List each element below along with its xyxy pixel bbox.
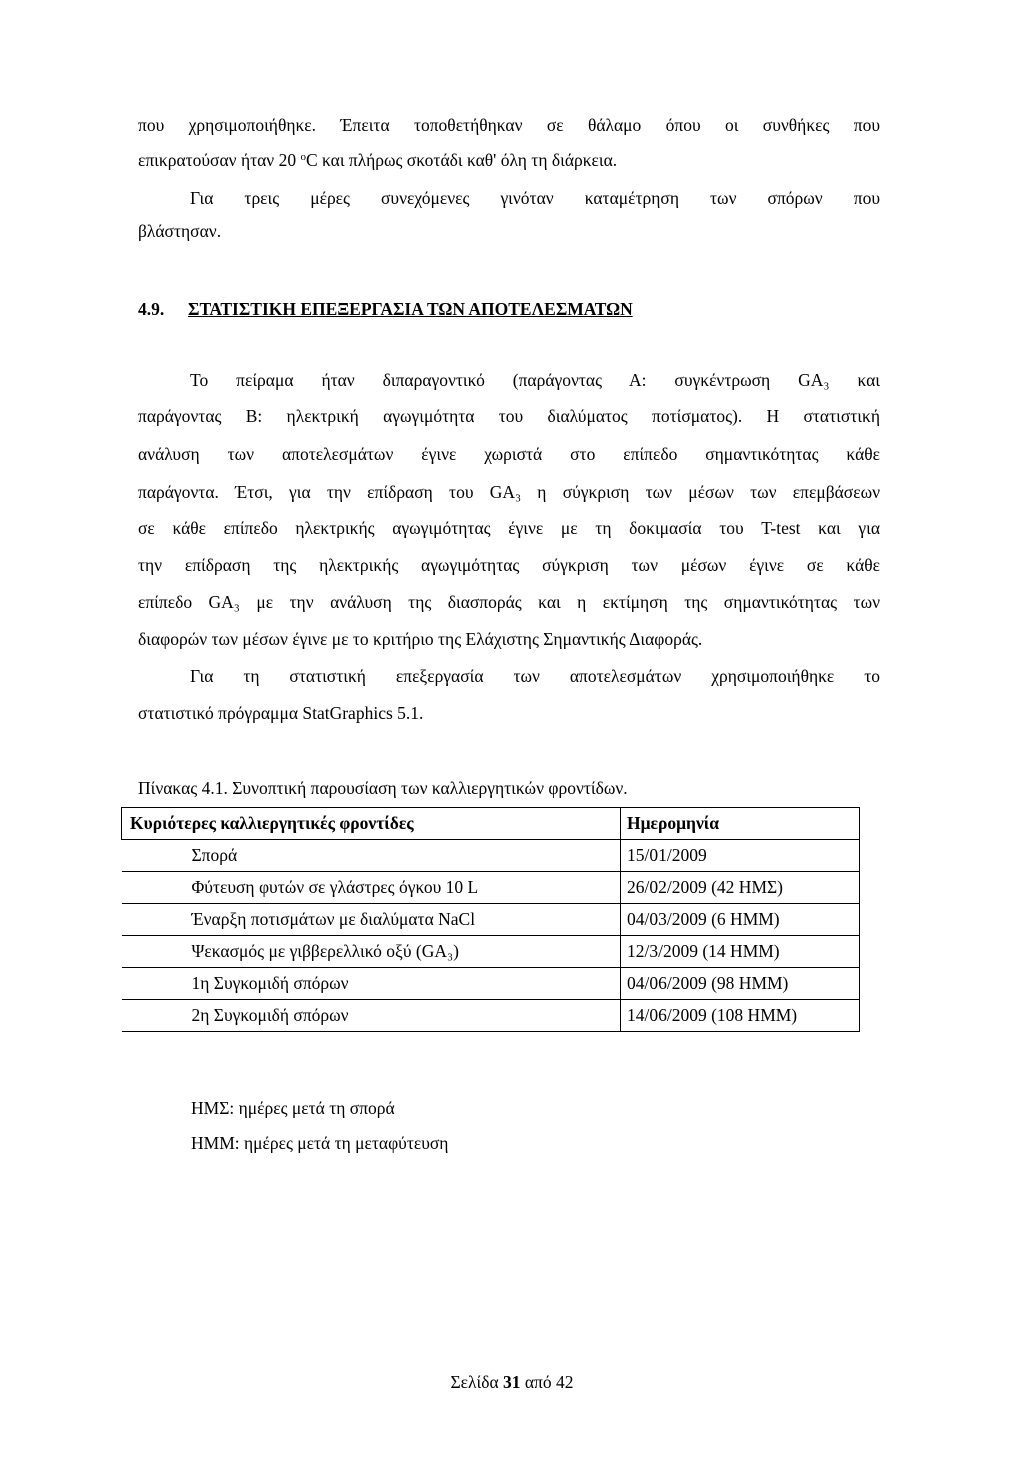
body-line: Για τη στατιστική επεξεργασία των αποτελεσμάτων χρησιμοποιήθηκε το bbox=[190, 666, 880, 686]
abbreviation-note: ΗΜΣ: ημέρες μετά τη σπορά bbox=[191, 1098, 395, 1118]
table-row bbox=[122, 904, 860, 936]
page-footer bbox=[0, 1370, 1024, 1394]
page-number: 31 bbox=[503, 1372, 521, 1392]
table-cell: 1η Συγκομιδή σπόρων bbox=[122, 968, 621, 1000]
table-cell: Έναρξη ποτισμάτων με διαλύματα NaCl bbox=[122, 904, 621, 936]
footer-prefix: Σελίδα bbox=[450, 1372, 503, 1392]
table-caption: Πίνακας 4.1. Συνοπτική παρουσίαση των καλλιεργητικών φροντίδων. bbox=[138, 778, 628, 798]
body-line: παράγοντα. Έτσι, για την επίδραση του GA₃ η σύγκριση των μέσων των επεμβάσεων bbox=[138, 482, 880, 502]
body-line: σε κάθε επίπεδο ηλεκτρικής αγωγιμότητας έγινε με τη δοκιμασία του T-test και για bbox=[138, 518, 880, 538]
column-header: Κυριότερες καλλιεργητικές φροντίδες bbox=[122, 808, 621, 840]
table-row bbox=[122, 840, 860, 872]
table-cell: Σπορά bbox=[122, 840, 621, 872]
table-cell: 04/06/2009 (98 ΗΜΜ) bbox=[621, 968, 860, 1000]
body-line: επίπεδο GA₃ με την ανάλυση της διασποράς και η εκτίμηση της σημαντικότητας των bbox=[138, 592, 880, 612]
text-span: επικρατούσαν ήταν 20 bbox=[138, 150, 301, 170]
section-heading bbox=[138, 297, 633, 321]
section-number: 4.9. bbox=[138, 299, 165, 319]
table-cell: 26/02/2009 (42 ΗΜΣ) bbox=[621, 872, 860, 904]
abbreviation-note: ΗΜΜ: ημέρες μετά τη μεταφύτευση bbox=[191, 1133, 449, 1153]
table-cell: Φύτευση φυτών σε γλάστρες όγκου 10 L bbox=[122, 872, 621, 904]
table-cell: 14/06/2009 (108 ΗΜΜ) bbox=[621, 1000, 860, 1032]
page-total: 42 bbox=[556, 1372, 574, 1392]
text-span: C και πλήρως σκοτάδι καθ' όλη τη διάρκεια. bbox=[305, 150, 618, 170]
table-row bbox=[122, 968, 860, 1000]
table-cell: 15/01/2009 bbox=[621, 840, 860, 872]
body-line: διαφορών των μέσων έγινε με το κριτήριο της Ελάχιστης Σημαντικής Διαφοράς. bbox=[138, 629, 703, 649]
body-line: Το πείραμα ήταν διπαραγοντικό (παράγοντας Α: συγκέντρωση GA₃ και bbox=[190, 370, 880, 390]
degree-sign: o bbox=[300, 151, 306, 163]
table-cell: 04/03/2009 (6 ΗΜΜ) bbox=[621, 904, 860, 936]
paragraph-line: βλάστησαν. bbox=[138, 221, 222, 241]
paragraph-line bbox=[138, 148, 880, 172]
section-title: ΣΤΑΤΙΣΤΙΚΗ ΕΠΕΞΕΡΓΑΣΙΑ ΤΩΝ ΑΠΟΤΕΛΕΣΜΑΤΩΝ bbox=[188, 299, 633, 319]
table-row bbox=[122, 1000, 860, 1032]
column-header: Ημερομηνία bbox=[621, 808, 860, 840]
table-cell: Ψεκασμός με γιββερελλικό οξύ (GA₃) bbox=[122, 936, 621, 968]
paragraph-line: που χρησιμοποιήθηκε. Έπειτα τοποθετήθηκαν σε θάλαμο όπου οι συνθήκες που bbox=[138, 115, 880, 135]
table-header-row bbox=[122, 808, 860, 840]
care-table bbox=[121, 807, 860, 1032]
table-cell: 12/3/2009 (14 ΗΜΜ) bbox=[621, 936, 860, 968]
body-line: ανάλυση των αποτελεσμάτων έγινε χωριστά στο επίπεδο σημαντικότητας κάθε bbox=[138, 444, 880, 464]
body-line: παράγοντας Β: ηλεκτρική αγωγιμότητα του διαλύματος ποτίσματος). Η στατιστική bbox=[138, 406, 880, 426]
body-line: στατιστικό πρόγραμμα StatGraphics 5.1. bbox=[138, 703, 424, 723]
footer-middle: από bbox=[520, 1372, 557, 1392]
table-row bbox=[122, 872, 860, 904]
table-cell: 2η Συγκομιδή σπόρων bbox=[122, 1000, 621, 1032]
paragraph-line: Για τρεις μέρες συνεχόμενες γινόταν καταμέτρηση των σπόρων που bbox=[190, 188, 880, 208]
table-row bbox=[122, 936, 860, 968]
body-line: την επίδραση της ηλεκτρικής αγωγιμότητας σύγκριση των μέσων έγινε σε κάθε bbox=[138, 555, 880, 575]
